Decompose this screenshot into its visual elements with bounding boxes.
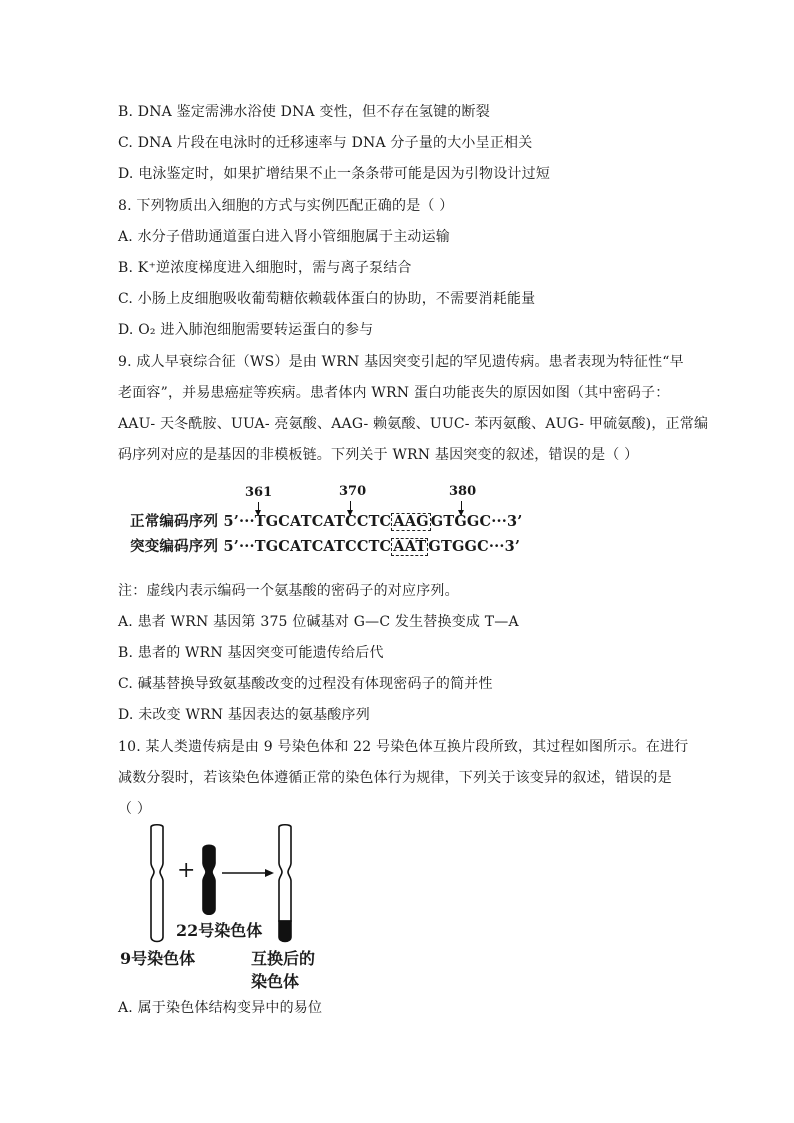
q9-stem-line-4: 码序列对应的是基因的非模板链。下列关于 WRN 基因突变的叙述，错误的是（ ）: [118, 447, 639, 463]
q9-option-d: D. 未改变 WRN 基因表达的氨基酸序列: [118, 707, 370, 723]
mutant-sequence-label: 突变编码序列: [130, 538, 219, 555]
mutant-sequence-row: [130, 538, 520, 556]
normal-sequence-label: 正常编码序列: [130, 513, 219, 530]
q8-option-a: A. 水分子借助通道蛋白进入肾小管细胞属于主动运输: [118, 229, 451, 245]
chromosome-22-label: 22号染色体: [176, 921, 263, 940]
q7-option-c: C. DNA 片段在电泳时的迁移速率与 DNA 分子量的大小呈正相关: [118, 135, 533, 151]
q9-note: 注：虚线内表示编码一个氨基酸的密码子的对应序列。: [118, 583, 459, 599]
mutant-sequence-3prime: GTGGC···3’: [428, 538, 521, 555]
exchanged-chromosome-label-2: 染色体: [251, 972, 300, 991]
q9-stem-line-1: 9. 成人早衰综合征（WS）是由 WRN 基因突变引起的罕见遗传病。患者表现为特征性“早: [118, 354, 684, 370]
exchanged-chromosome-label-1: 互换后的: [251, 949, 316, 968]
position-370-label: 370: [339, 484, 367, 499]
position-380-label: 380: [449, 484, 477, 499]
q8-stem: 8. 下列物质出入细胞的方式与实例匹配正确的是（ ）: [118, 198, 454, 214]
q10-stem-line-2: 减数分裂时，若该染色体遵循正常的染色体行为规律，下列关于该变异的叙述，错误的是: [118, 770, 672, 786]
q8-option-d: D. O₂ 进入肺泡细胞需要转运蛋白的参与: [118, 322, 374, 338]
normal-sequence-5prime: 5’···TGCATCATCCTC: [223, 513, 392, 530]
normal-sequence-row: [130, 513, 523, 531]
position-361-label: 361: [245, 485, 273, 500]
q8-option-b: B. K⁺逆浓度梯度进入细胞时，需与离子泵结合: [118, 260, 412, 276]
q9-option-c: C. 碱基替换导致氨基酸改变的过程没有体现密码子的简并性: [118, 676, 493, 692]
q7-option-b: B. DNA 鉴定需沸水浴使 DNA 变性，但不存在氢键的断裂: [118, 104, 490, 120]
chromosome-9-shape: [151, 825, 163, 942]
q9-option-b: B. 患者的 WRN 基因突变可能遗传给后代: [118, 645, 384, 661]
chromosome-9-label: 9号染色体: [120, 949, 196, 968]
q9-stem-line-3: AAU- 天冬酰胺、UUA- 亮氨酸、AAG- 赖氨酸、UUC- 苯丙氨酸、AUG- 甲硫氨酸)，正常编: [118, 416, 709, 432]
q9-option-a: A. 患者 WRN 基因第 375 位碱基对 G—C 发生替换变成 T—A: [118, 614, 519, 630]
normal-codon-box: AAG: [393, 513, 429, 530]
q10-stem-line-3: （ ）: [118, 801, 152, 817]
exchanged-chromosome-shape: [279, 825, 291, 942]
q9-stem-line-2: 老面容”，并易患癌症等疾病。患者体内 WRN 蛋白功能丧失的原因如图（其中密码子：: [118, 385, 670, 401]
plus-sign: +: [177, 858, 196, 883]
normal-sequence-3prime: GTGGC···3’: [430, 513, 523, 530]
mutant-codon-box: AAT: [393, 538, 427, 555]
q10-option-a: A. 属于染色体结构变异中的易位: [118, 1000, 323, 1016]
q10-stem-line-1: 10. 某人类遗传病是由 9 号染色体和 22 号染色体互换片段所致，其过程如图所示。在进行: [118, 739, 689, 755]
exchange-arrow: [222, 869, 274, 877]
mutant-sequence-5prime: 5’···TGCATCATCCTC: [223, 538, 392, 555]
q8-option-c: C. 小肠上皮细胞吸收葡萄糖依赖载体蛋白的协助，不需要消耗能量: [118, 291, 536, 307]
q7-option-d: D. 电泳鉴定时，如果扩增结果不止一条条带可能是因为引物设计过短: [118, 166, 551, 182]
chromosome-22-shape: [203, 845, 215, 914]
